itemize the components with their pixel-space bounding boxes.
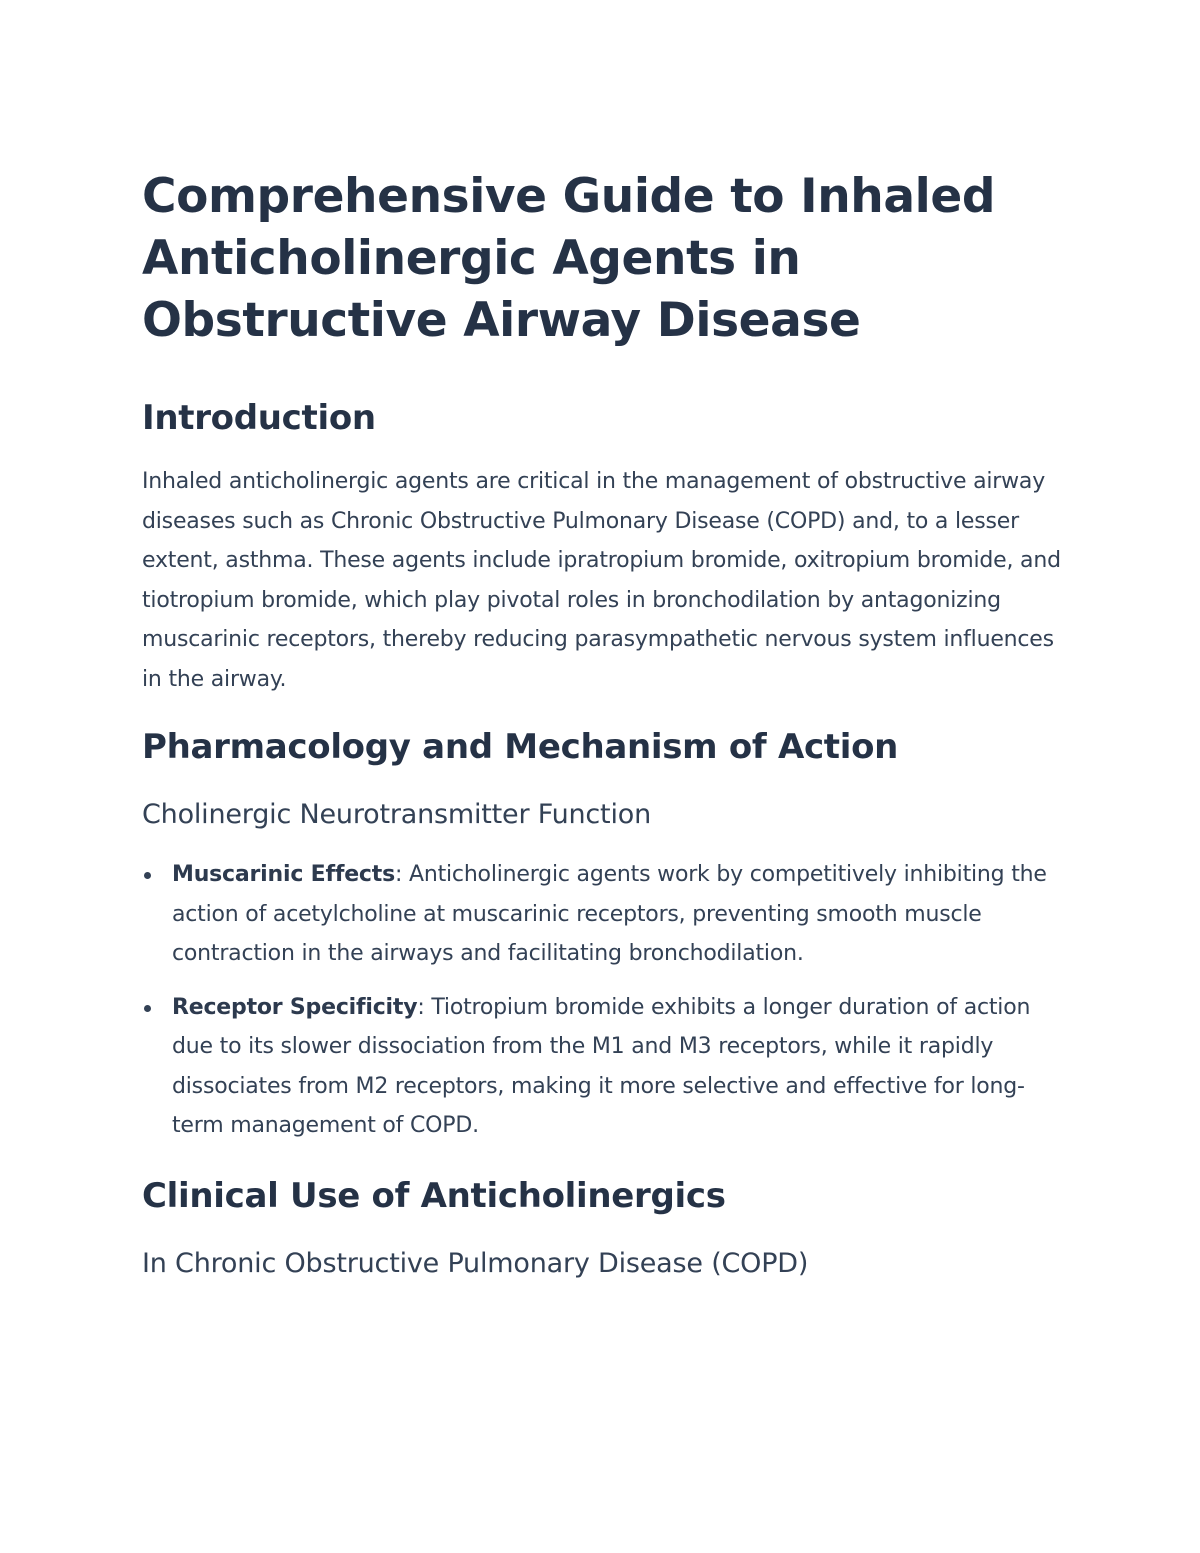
bullet-text: : Tiotropium bromide exhibits a longer duration of action due to its slower dissociation from the M1 and M3 receptors, while it rapidly dissociates from M2 receptors, making it more selective and effective for long-term management of COPD. (172, 994, 1031, 1138)
subheading-copd: In Chronic Obstructive Pulmonary Disease (COPD) (142, 1247, 809, 1279)
document-title: Comprehensive Guide to Inhaled Anticholinergic Agents in Obstructive Airway Disease (142, 169, 996, 348)
section-heading-clinical-use: Clinical Use of Anticholinergics (142, 1175, 726, 1216)
bullet-term: Receptor Specificity (172, 994, 418, 1020)
mechanism-bullet-list (142, 855, 1062, 1146)
introduction-paragraph: Inhaled anticholinergic agents are critical in the management of obstructive airway diseases such as Chronic Obstructive Pulmonary Disease (COPD) and, to a lesser extent, asthma. These agents include ipratropium bromide, oxitropium bromide, and tiotropium bromide, which play pivotal roles in bronchodilation by antagonizing muscarinic receptors, thereby reducing parasympathetic nervous system influences in the airway. (142, 469, 1061, 692)
list-item (142, 855, 1062, 974)
bullet-dot-icon (144, 872, 151, 879)
bullet-dot-icon (144, 1005, 151, 1012)
section-heading-pharmacology: Pharmacology and Mechanism of Action (142, 727, 899, 767)
section-heading-introduction: Introduction (142, 398, 376, 438)
document-page (142, 166, 1062, 1282)
bullet-term: Muscarinic Effects (172, 862, 395, 887)
subheading-cholinergic-function: Cholinergic Neurotransmitter Function (142, 799, 651, 830)
list-item (142, 988, 1062, 1146)
bullet-text: : Anticholinergic agents work by competitively inhibiting the action of acetylcholine at muscarinic receptors, preventing smooth muscle contraction in the airways and facilitating bronchodilation. (172, 862, 1047, 966)
